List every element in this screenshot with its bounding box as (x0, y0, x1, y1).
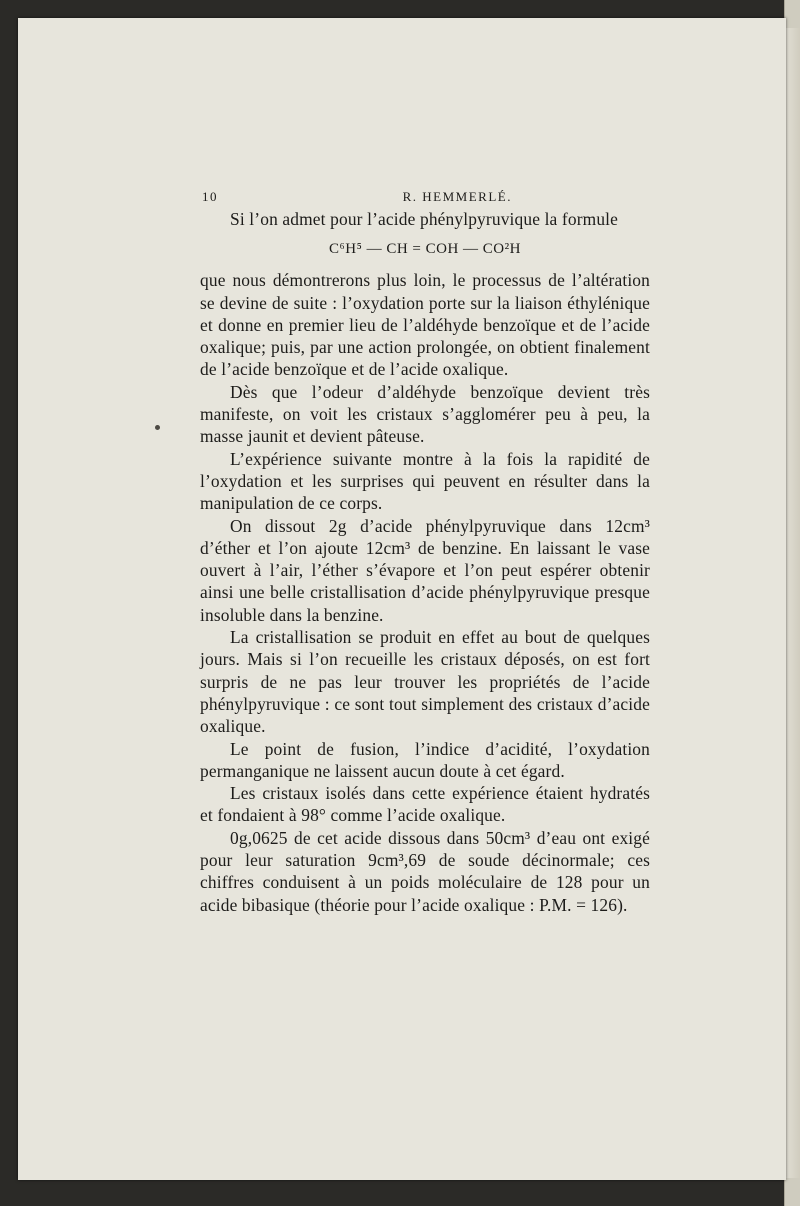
paragraph-9: 0g,0625 de cet acide dissous dans 50cm³ d’eau ont exigé pour leur saturation 9cm³,69 de soude décinormale; ces chiffres conduisent à un poids moléculaire de 128 pour un acide bibasique (théorie pour l’acide oxalique : P.M. = 126). (200, 827, 650, 915)
paragraph-5: On dissout 2g d’acide phénylpyruvique dans 12cm³ d’éther et l’on ajoute 12cm³ de benzine. En laissant le vase ouvert à l’air, l’éther s’évapore et l’on peut espérer obtenir ainsi une belle cristallisation d’acide phénylpyruvique presque insoluble dans la benzine. (200, 515, 650, 625)
running-title: R. HEMMERLÉ. (402, 189, 512, 204)
paragraph-7: Le point de fusion, l’indice d’acidité, l’oxydation permanganique ne laissent aucun doute à cet égard. (200, 738, 650, 781)
paragraph-8: Les cristaux isolés dans cette expérience étaient hydratés et fondaient à 98° comme l’acide oxalique. (200, 783, 650, 826)
paragraph-4: L’expérience suivante montre à la fois la rapidité de l’oxydation et les surprises qui peuvent en résulter dans la manipulation de ce corps. (200, 448, 650, 514)
page-number: 10 (202, 189, 218, 204)
paragraph-1: Si l’on admet pour l’acide phénylpyruvique la formule (230, 209, 619, 229)
paragraph-2: que nous démontrerons plus loin, le processus de l’altération se devine de suite : l’oxydation porte sur la liaison éthylénique et donne en premier lieu de l’aldéhyde benzoïque et de l’acide oxalique; puis, par une action prolongée, on obtient finalement de l’acide benzoïque et de l’acide oxalique. (200, 270, 650, 380)
paragraph-6: La cristallisation se produit en effet au bout de quelques jours. Mais si l’on recueille les cristaux déposés, on est fort surpris de ne pas leur trouver les propriétés de l’acide phénylpyruvique : ce sont tout simplement des cristaux d’acide oxalique. (200, 627, 650, 737)
chemical-formula: C⁶H⁵ — CH = COH — CO²H (329, 241, 521, 258)
page-header (200, 186, 650, 208)
ink-spot (155, 425, 160, 430)
page-content (200, 186, 650, 916)
paragraph-3: Dès que l’odeur d’aldéhyde benzoïque devient très manifeste, on voit les cristaux s’agglomérer peu à peu, la masse jaunit et devient pâteuse. (200, 381, 650, 447)
